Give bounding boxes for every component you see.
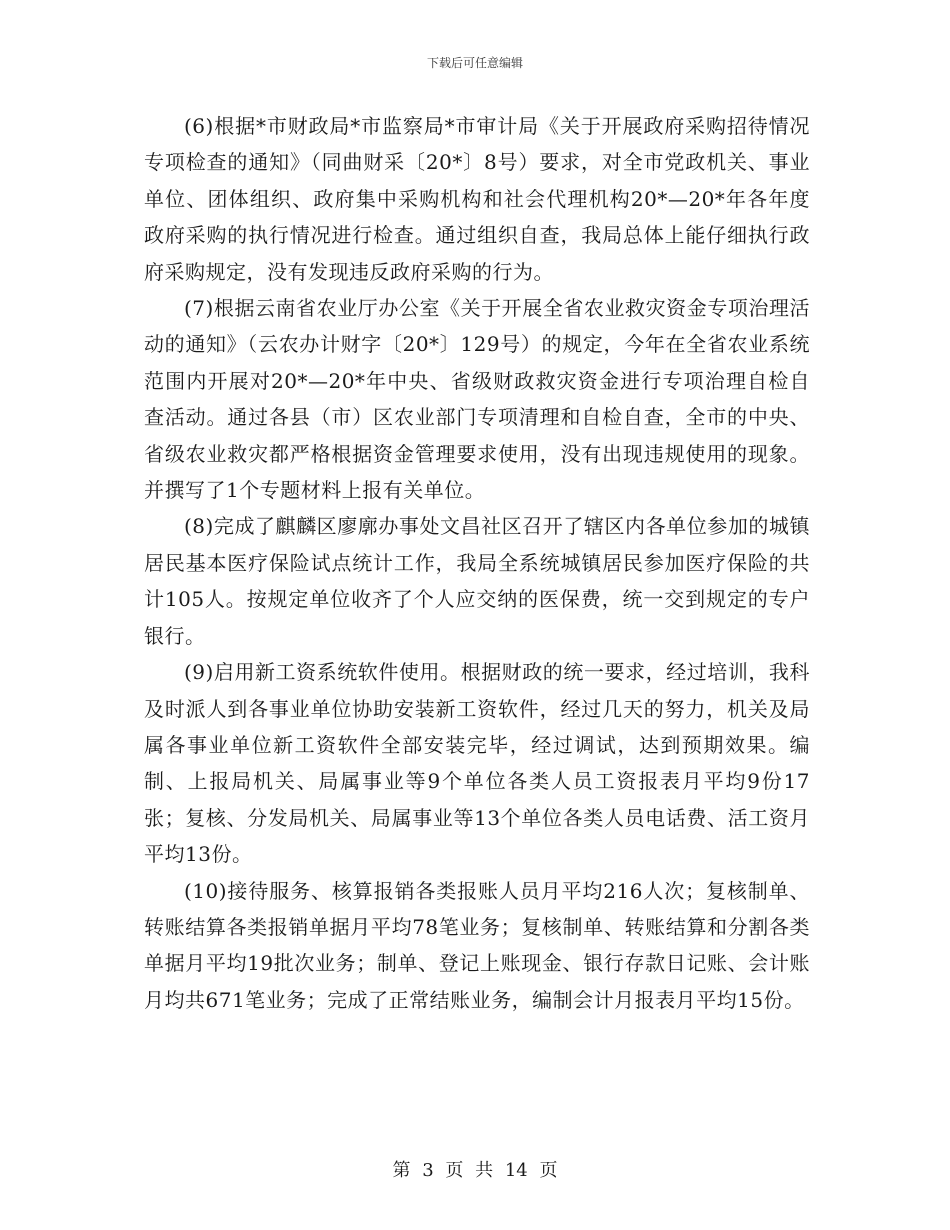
paragraph-8: (8)完成了麒麟区廖廓办事处文昌社区召开了辖区内各单位参加的城镇居民基本医疗保险试点统计工作，我局全系统城镇居民参加医疗保险的共计105人。按规定单位收齐了个人应交纳的医保费，统一交到规定的专户银行。 xyxy=(144,514,810,648)
paragraph-6: (6)根据*市财政局*市监察局*市审计局《关于开展政府采购招待情况专项检查的通知》（同曲财采〔20*〕8号）要求，对全市党政机关、事业单位、团体组织、政府集中采购机构和社会代理机构20*—20*年各年度政府采购的执行情况进行检查。通过组织自查，我局总体上能仔细执行政府采购规定，没有发现违反政府采购的行为。 xyxy=(144,114,810,284)
page-number-footer: 第 3 页 共 14 页 xyxy=(392,1160,558,1181)
paragraph-10: (10)接待服务、核算报销各类报账人员月平均216人次；复核制单、转账结算各类报销单据月平均78笔业务；复核制单、转账结算和分割各类单据月平均19批次业务；制单、登记上账现金、银行存款日记账、会计账月均共671笔业务；完成了正常结账业务，编制会计月报表月平均15份。 xyxy=(144,878,810,1012)
document-body xyxy=(144,108,810,1018)
paragraph-9: (9)启用新工资系统软件使用。根据财政的统一要求，经过培训，我科及时派人到各事业单位协助安装新工资软件，经过几天的努力，机关及局属各事业单位新工资软件全部安装完毕，经过调试，达到预期效果。编制、上报局机关、局属事业等9个单位各类人员工资报表月平均9份17张；复核、分发局机关、局属事业等13个单位各类人员电话费、活工资月平均13份。 xyxy=(144,660,810,867)
paragraph-7: (7)根据云南省农业厅办公室《关于开展全省农业救灾资金专项治理活动的通知》（云农办计财字〔20*〕129号）的规定，今年在全省农业系统范围内开展对20*—20*年中央、省级财政救灾资金进行专项治理自检自查活动。通过各县（市）区农业部门专项清理和自检自查，全市的中央、省级农业救灾都严格根据资金管理要求使用，没有出现违规使用的现象。并撰写了1个专题材料上报有关单位。 xyxy=(144,296,810,503)
header-note: 下载后可任意编辑 xyxy=(426,56,523,70)
